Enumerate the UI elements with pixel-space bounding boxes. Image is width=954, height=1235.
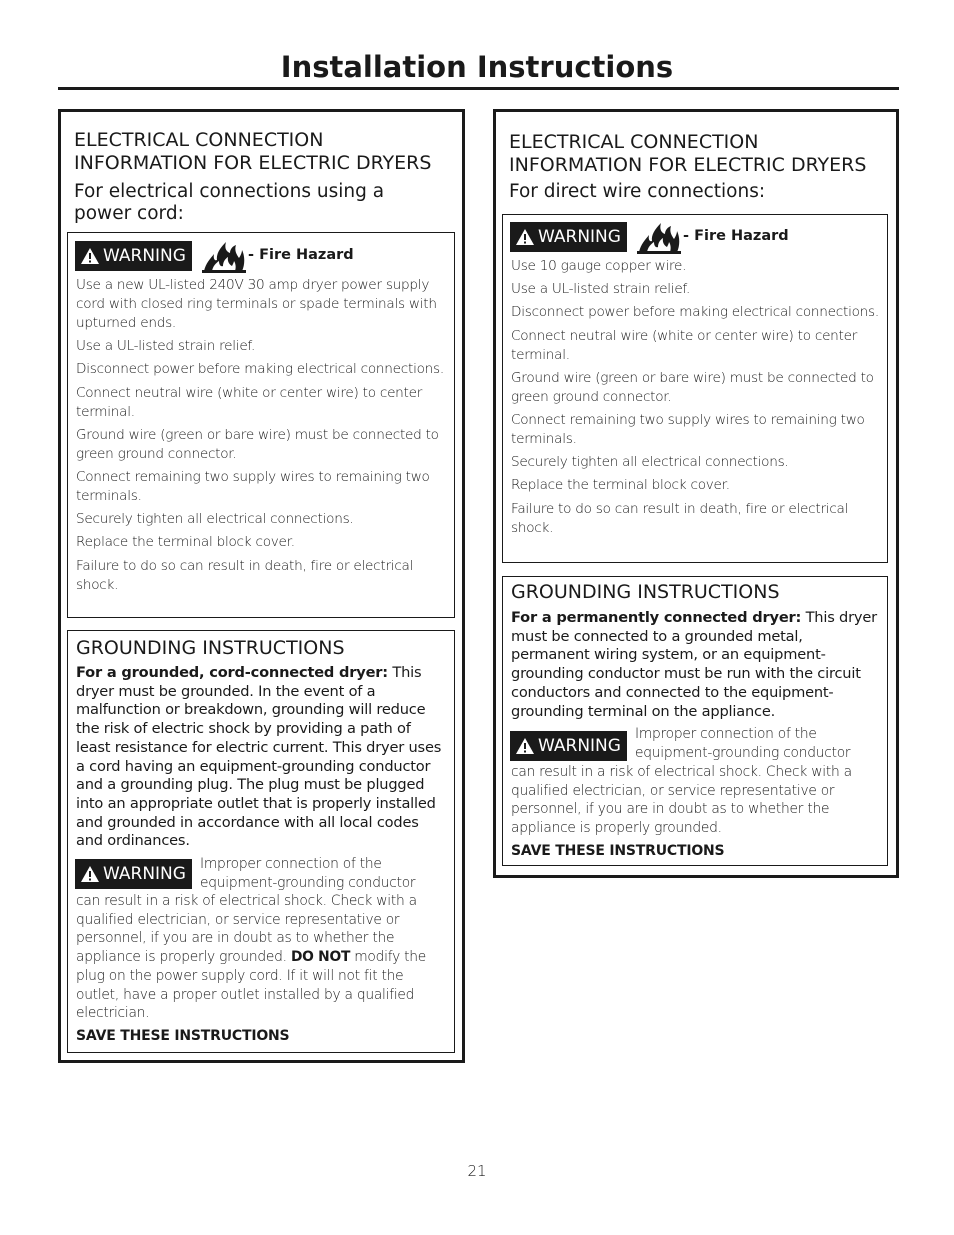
left-warn-rest-b: modify the plug on the power supply cord. If it will not fit the outlet, have a proper outlet installed by a qualified electrician.: [76, 949, 427, 1022]
left-grounding-warning-text-top: [200, 855, 450, 892]
left-section-heading: [74, 129, 454, 175]
page-number: 21: [467, 1162, 487, 1180]
left-grounding-warning-label: WARNING: [103, 864, 186, 884]
right-grounding-warning-badge: [510, 731, 627, 761]
right-grounding-warning-text: can result in a risk of electrical shock. Check with a qualified electrician, or service representative or personnel, if you are in doubt as to whether the appliance is properly grounded.: [511, 764, 852, 837]
warning-triangle-icon: [515, 737, 535, 755]
page-title: Installation Instructions: [280, 50, 674, 84]
list-item: Securely tighten all electrical connections.: [511, 454, 789, 471]
warning-triangle-icon: [80, 865, 100, 883]
list-item: Securely tighten all electrical connections.: [76, 511, 354, 528]
right-warn-line2: equipment-grounding conductor: [635, 744, 851, 761]
left-grounding-paragraph: [76, 664, 448, 851]
right-grounding-heading: GROUNDING INSTRUCTIONS: [511, 581, 780, 603]
list-item: Replace the terminal block cover.: [76, 534, 295, 551]
left-save-instructions: SAVE THESE INSTRUCTIONS: [76, 1028, 290, 1044]
left-warn-rest-a: can result in a risk of electrical shock. Check with a qualified electrician, or service representative or personnel, if you are in doubt as to whether the appliance is properly grounded.: [76, 893, 417, 966]
left-sub-line1: For electrical connections using a: [74, 181, 385, 202]
right-instruction-list: [511, 257, 883, 542]
left-grounding-lead: For a grounded, cord-connected dryer:: [76, 664, 388, 681]
list-item: Connect remaining two supply wires to remaining two terminals.: [511, 411, 865, 447]
list-item: Failure to do so can result in death, fire or electrical shock.: [511, 500, 849, 536]
list-item: Use a new UL-listed 240V 30 amp dryer power supply cord with closed ring terminals or spade terminals with upturned ends.: [76, 277, 437, 331]
left-hazard-label: - Fire Hazard: [248, 247, 354, 263]
left-heading-line2: INFORMATION FOR ELECTRIC DRYERS: [74, 152, 432, 174]
warning-triangle-icon: [515, 228, 535, 246]
left-warning-badge: [75, 241, 192, 271]
fire-hazard-icon: [637, 220, 681, 254]
left-warn-line1: Improper connection of the: [200, 856, 382, 872]
list-item: Disconnect power before making electrical connections.: [76, 361, 444, 378]
right-warn-line1: Improper connection of the: [635, 726, 817, 742]
right-hazard-label: - Fire Hazard: [683, 228, 789, 244]
list-item: Failure to do so can result in death, fire or electrical shock.: [76, 557, 414, 593]
list-item: Ground wire (green or bare wire) must be connected to green ground connector.: [511, 369, 874, 405]
right-grounding-body: This dryer must be connected to a grounded metal, permanent wiring system, or an equipment-grounding conductor must be run with the circuit conductors and connected to the equipment-grounding terminal on the appliance.: [511, 609, 877, 720]
right-grounding-warning-text-top: [635, 725, 885, 762]
right-heading-line1: ELECTRICAL CONNECTION: [509, 131, 759, 153]
left-grounding-body: This dryer must be grounded. In the event of a malfunction or breakdown, grounding will reduce the risk of electric shock by providing a path of least resistance for electric current. This dryer uses a cord having an equipment-grounding conductor and a grounding plug. The plug must be plugged into an appropriate outlet that is properly installed and grounded in accordance with all local codes and ordinances.: [76, 664, 442, 850]
right-grounding-lead: For a permanently connected dryer:: [511, 609, 802, 626]
left-warning-row: [75, 241, 450, 271]
warning-triangle-icon: [80, 247, 100, 265]
right-warning-badge: [510, 222, 627, 252]
right-warning-row: [510, 222, 880, 252]
fire-hazard-icon: [202, 239, 246, 273]
right-sub-line1: For direct wire connections:: [509, 181, 766, 202]
right-section-heading: [509, 131, 889, 177]
left-warn-do-not: DO NOT: [290, 949, 351, 966]
left-grounding-warning-text: [76, 892, 448, 1023]
list-item: Use a UL-listed strain relief.: [511, 281, 691, 298]
left-warn-line2: equipment-grounding conductor: [200, 874, 416, 891]
left-section-subheading: [74, 181, 454, 225]
right-section-subheading: [509, 181, 889, 203]
list-item: Connect neutral wire (white or center wire) to center terminal.: [76, 384, 423, 420]
left-heading-line1: ELECTRICAL CONNECTION: [74, 129, 324, 151]
right-grounding-warning-label: WARNING: [538, 736, 621, 756]
list-item: Ground wire (green or bare wire) must be connected to green ground connector.: [76, 426, 439, 462]
left-warning-label: WARNING: [103, 246, 186, 266]
left-instruction-list: [76, 276, 449, 599]
list-item: Disconnect power before making electrical connections.: [511, 304, 879, 321]
right-warning-label: WARNING: [538, 227, 621, 247]
right-heading-line2: INFORMATION FOR ELECTRIC DRYERS: [509, 154, 867, 176]
left-grounding-heading: GROUNDING INSTRUCTIONS: [76, 637, 345, 659]
right-save-instructions: SAVE THESE INSTRUCTIONS: [511, 843, 725, 859]
list-item: Connect neutral wire (white or center wire) to center terminal.: [511, 327, 858, 363]
list-item: Use 10 gauge copper wire.: [511, 258, 687, 274]
left-grounding-warning-badge: [75, 859, 192, 889]
left-sub-line2: power cord:: [74, 203, 184, 224]
right-grounding-paragraph: [511, 609, 883, 721]
list-item: Use a UL-listed strain relief.: [76, 338, 256, 355]
title-rule: [58, 87, 899, 90]
list-item: Replace the terminal block cover.: [511, 477, 730, 494]
list-item: Connect remaining two supply wires to remaining two terminals.: [76, 468, 430, 504]
